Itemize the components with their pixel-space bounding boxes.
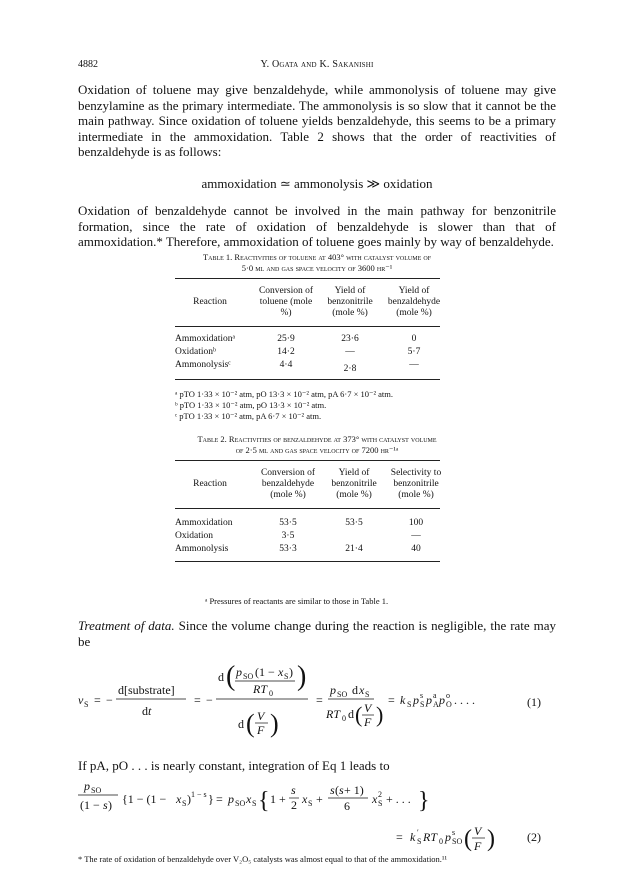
svg-text:O: O xyxy=(446,700,452,709)
table2-caption-line2: of 2·5 ml and gas space velocity of 7200 hr⁻¹ᵃ xyxy=(235,445,399,455)
svg-text:}: } xyxy=(418,788,430,814)
table1-caption-line2: 5·0 ml and gas space velocity of 3600 hr⁻¹ xyxy=(241,263,393,273)
svg-text:s: s xyxy=(420,691,424,700)
svg-text:=: = xyxy=(388,693,395,707)
svg-text:v: v xyxy=(78,693,84,707)
svg-text:): ) xyxy=(270,709,279,738)
svg-text:o: o xyxy=(446,691,450,700)
table1-row3-reaction: Ammonolysisᶜ xyxy=(175,360,231,370)
svg-text:RT: RT xyxy=(253,682,268,696)
table2-row3-reaction: Ammonolysis xyxy=(175,544,229,554)
svg-text:−: − xyxy=(106,693,113,707)
svg-text:s: s xyxy=(339,783,344,797)
svg-text:−: − xyxy=(206,693,213,707)
svg-text:V: V xyxy=(364,701,372,715)
svg-text:(: ( xyxy=(355,702,363,727)
svg-text:}: } xyxy=(208,792,214,806)
svg-text:1 +: 1 + xyxy=(270,792,286,806)
table2-row1-reaction: Ammoxidation xyxy=(175,518,233,528)
table1-row2-yield-aldehyde: 5·7 xyxy=(407,347,421,357)
table2 xyxy=(175,460,440,610)
table1-row1-yield-nitrile: 23·6 xyxy=(341,334,359,344)
svg-text:SO: SO xyxy=(235,799,246,808)
svg-text:x: x xyxy=(372,792,378,806)
table1 xyxy=(175,278,440,428)
table1-footnote-c: ᶜ pTO 1·33 × 10⁻² atm, pA 6·7 × 10⁻² atm. xyxy=(175,411,322,421)
svg-text:1 − s: 1 − s xyxy=(191,790,207,799)
svg-text:S: S xyxy=(378,799,383,808)
table1-caption xyxy=(78,252,556,274)
svg-text:V: V xyxy=(474,824,482,838)
paragraph-2: Oxidation of benzaldehyde cannot be involved in the main pathway for benzonitrile formation, since the rate of oxidation of benzaldehyde is slower than that of ammoxidation.* Therefore, ammoxidation of toluene goes mainly by way of benzaldehyde. xyxy=(78,203,556,250)
svg-text:(1 −: (1 − xyxy=(255,665,275,679)
page-number: 4882 xyxy=(78,59,98,70)
svg-text:s: s xyxy=(103,798,108,812)
svg-text:d: d xyxy=(352,683,358,697)
svg-text:d: d xyxy=(218,670,224,684)
svg-text:2: 2 xyxy=(291,798,297,812)
svg-text:0: 0 xyxy=(342,714,346,723)
table2-row1-yield: 53·5 xyxy=(345,518,363,528)
table2-row1-conversion: 53·5 xyxy=(279,518,297,528)
svg-text:(1 −: (1 − xyxy=(80,798,100,812)
table2-caption xyxy=(78,434,556,456)
svg-text:(: ( xyxy=(246,709,255,738)
integration-text: If pA, pO . . . is nearly constant, integration of Eq 1 leads to xyxy=(78,758,390,773)
svg-text:{1 − (1 −: {1 − (1 − xyxy=(122,792,167,806)
table2-row3-selectivity: 40 xyxy=(411,544,421,554)
table1-row3-yield-aldehyde: — xyxy=(409,360,419,370)
table2-top-rule xyxy=(175,460,440,461)
svg-text:A: A xyxy=(433,700,439,709)
svg-text:x: x xyxy=(176,792,182,806)
svg-text:p: p xyxy=(445,830,451,844)
svg-text:s: s xyxy=(291,783,296,797)
page-footnote: * The rate of oxidation of benzaldehyde over V₂O₅ catalysts was almost equal to that of the ammoxidation.¹¹ xyxy=(78,854,448,864)
svg-text:(: ( xyxy=(464,826,472,852)
svg-text:a: a xyxy=(433,691,437,700)
svg-text:): ) xyxy=(376,702,384,727)
svg-text:x: x xyxy=(359,683,365,697)
table2-header-reaction: Reaction xyxy=(193,479,227,489)
table2-row2-reaction: Oxidation xyxy=(175,531,213,541)
svg-text:s: s xyxy=(452,828,456,837)
svg-text:S: S xyxy=(417,837,422,846)
svg-text:x: x xyxy=(246,792,252,806)
svg-text:p: p xyxy=(413,693,419,707)
svg-text:=: = xyxy=(216,792,223,806)
svg-text:d: d xyxy=(238,717,244,731)
table2-footnote: ᵃ Pressures of reactants are similar to those in Table 1. xyxy=(205,596,389,606)
svg-text:RT: RT xyxy=(423,830,438,844)
svg-text:V: V xyxy=(257,709,265,723)
equation-2 xyxy=(78,774,556,854)
svg-text:p: p xyxy=(330,683,336,697)
treatment-paragraph xyxy=(78,618,556,649)
treatment-heading: Treatment of data. xyxy=(78,618,175,633)
svg-text:S: S xyxy=(84,700,89,709)
svg-text:s: s xyxy=(330,783,335,797)
svg-text:′: ′ xyxy=(417,828,419,837)
svg-text:6: 6 xyxy=(344,799,350,813)
equation-1-number: (1) xyxy=(527,695,541,709)
svg-text:SO: SO xyxy=(452,837,463,846)
svg-text:+ 1): + 1) xyxy=(344,783,364,797)
table1-footnote-b: ᵇ pTO 1·33 × 10⁻² atm, pO 13·3 × 10⁻² atm. xyxy=(175,400,327,410)
svg-text:(: ( xyxy=(226,661,236,692)
svg-text:x: x xyxy=(278,665,284,679)
svg-text:): ) xyxy=(108,798,112,812)
svg-text:k: k xyxy=(410,830,416,844)
table2-mid-rule xyxy=(175,508,440,509)
table2-bottom-rule xyxy=(175,561,440,562)
svg-text:p: p xyxy=(426,693,432,707)
svg-text:p: p xyxy=(228,792,234,806)
svg-text:{: { xyxy=(258,788,270,814)
svg-text:): ) xyxy=(289,665,293,679)
equation-2-number: (2) xyxy=(527,830,541,844)
svg-text:F: F xyxy=(474,839,482,853)
svg-text:=: = xyxy=(316,693,323,707)
svg-text:S: S xyxy=(252,799,257,808)
svg-text:0: 0 xyxy=(269,689,273,698)
table2-row3-yield: 21·4 xyxy=(345,544,363,554)
table1-row1-conversion: 25·9 xyxy=(277,334,295,344)
svg-text:. . . .: . . . . xyxy=(454,693,475,707)
svg-text:(: ( xyxy=(335,783,339,797)
table1-top-rule xyxy=(175,278,440,279)
svg-text:S: S xyxy=(182,799,187,808)
svg-text:k: k xyxy=(400,693,406,707)
svg-text:+: + xyxy=(316,792,323,806)
svg-text:): ) xyxy=(187,792,191,806)
table2-header-conversion: Conversion of benzaldehyde (mole %) xyxy=(260,468,316,500)
svg-text:RT: RT xyxy=(326,707,341,721)
svg-text:SO: SO xyxy=(337,690,348,699)
table2-header-selectivity: Selectivity to benzonitrile (mole %) xyxy=(390,468,442,500)
table2-row2-selectivity: — xyxy=(411,531,421,541)
table2-caption-line1: Table 2. Reactivities of benzaldehyde at 373° with catalyst volume xyxy=(197,434,437,444)
svg-text:F: F xyxy=(364,715,372,729)
svg-text:SO: SO xyxy=(243,672,254,681)
svg-text:2: 2 xyxy=(378,790,382,799)
svg-text:S: S xyxy=(284,672,289,681)
treatment-text: Since the volume change during the reaction is negligible, the rate may be xyxy=(78,618,557,649)
svg-text:=: = xyxy=(94,693,101,707)
table1-caption-line1: Table 1. Reactivities of toluene at 403° with catalyst volume of xyxy=(202,252,432,262)
svg-text:=: = xyxy=(396,830,403,844)
svg-text:): ) xyxy=(487,826,495,852)
table2-row2-conversion: 3·5 xyxy=(281,531,295,541)
svg-text:0: 0 xyxy=(439,837,443,846)
svg-text:p: p xyxy=(236,665,242,679)
svg-text:d: d xyxy=(142,704,148,718)
table1-row2-yield-nitrile: — xyxy=(345,347,355,357)
table1-row2-reaction: Oxidationᵇ xyxy=(175,347,216,357)
table1-mid-rule xyxy=(175,326,440,327)
svg-text:d: d xyxy=(348,707,354,721)
svg-text:=: = xyxy=(194,693,201,707)
table1-row2-conversion: 14·2 xyxy=(277,347,295,357)
reactivity-order: ammoxidation ≃ ammonolysis ≫ oxidation xyxy=(201,176,433,191)
svg-text:S: S xyxy=(365,690,370,699)
svg-text:p: p xyxy=(84,779,90,793)
svg-text:x: x xyxy=(302,792,308,806)
running-head: Y. Ogata and K. Sakanishi xyxy=(260,59,374,70)
table1-header-yield-aldehyde: Yield of benzaldehyde (mole %) xyxy=(387,286,441,318)
svg-text:F: F xyxy=(257,723,265,737)
table1-row1-yield-aldehyde: 0 xyxy=(411,334,417,344)
table1-bottom-rule xyxy=(175,379,440,380)
table1-footnote-a: ᵃ pTO 1·33 × 10⁻² atm, pO 13·3 × 10⁻² atm, pA 6·7 × 10⁻² atm. xyxy=(175,389,394,399)
table1-header-conversion: Conversion of toluene (mole %) xyxy=(258,286,314,318)
table1-header-reaction: Reaction xyxy=(193,297,227,307)
svg-text:d[substrate]: d[substrate] xyxy=(118,683,175,697)
table1-row3-conversion: 4·4 xyxy=(279,360,293,370)
paragraph-1: Oxidation of toluene may give benzaldehyde, while ammonolysis of toluene may give benzylamine as the primary intermediate. The ammonolysis is so slow that it cannot be the main pathway. Since oxidation of toluene yields benzaldehyde, this seems to be a primary intermediate in the ammoxidation. Table 2 shows that the order of reactivities of benzaldehyde is as follows: xyxy=(78,82,556,160)
table2-row1-selectivity: 100 xyxy=(408,518,424,528)
table1-row1-reaction: Ammoxidationᵃ xyxy=(175,334,236,344)
svg-text:S: S xyxy=(407,700,412,709)
svg-text:+ . . .: + . . . xyxy=(386,792,411,806)
svg-text:t: t xyxy=(148,704,152,718)
table1-row3-yield-nitrile: 2·8 xyxy=(343,364,357,374)
svg-text:S: S xyxy=(420,700,425,709)
svg-text:): ) xyxy=(297,661,307,692)
svg-text:p: p xyxy=(439,693,445,707)
svg-text:S: S xyxy=(308,799,313,808)
table1-header-yield-nitrile: Yield of benzonitrile (mole %) xyxy=(327,286,373,318)
svg-text:SO: SO xyxy=(91,786,102,795)
table2-row3-conversion: 53·3 xyxy=(279,544,297,554)
table2-header-yield: Yield of benzonitrile (mole %) xyxy=(331,468,377,500)
equation-1 xyxy=(78,648,556,748)
